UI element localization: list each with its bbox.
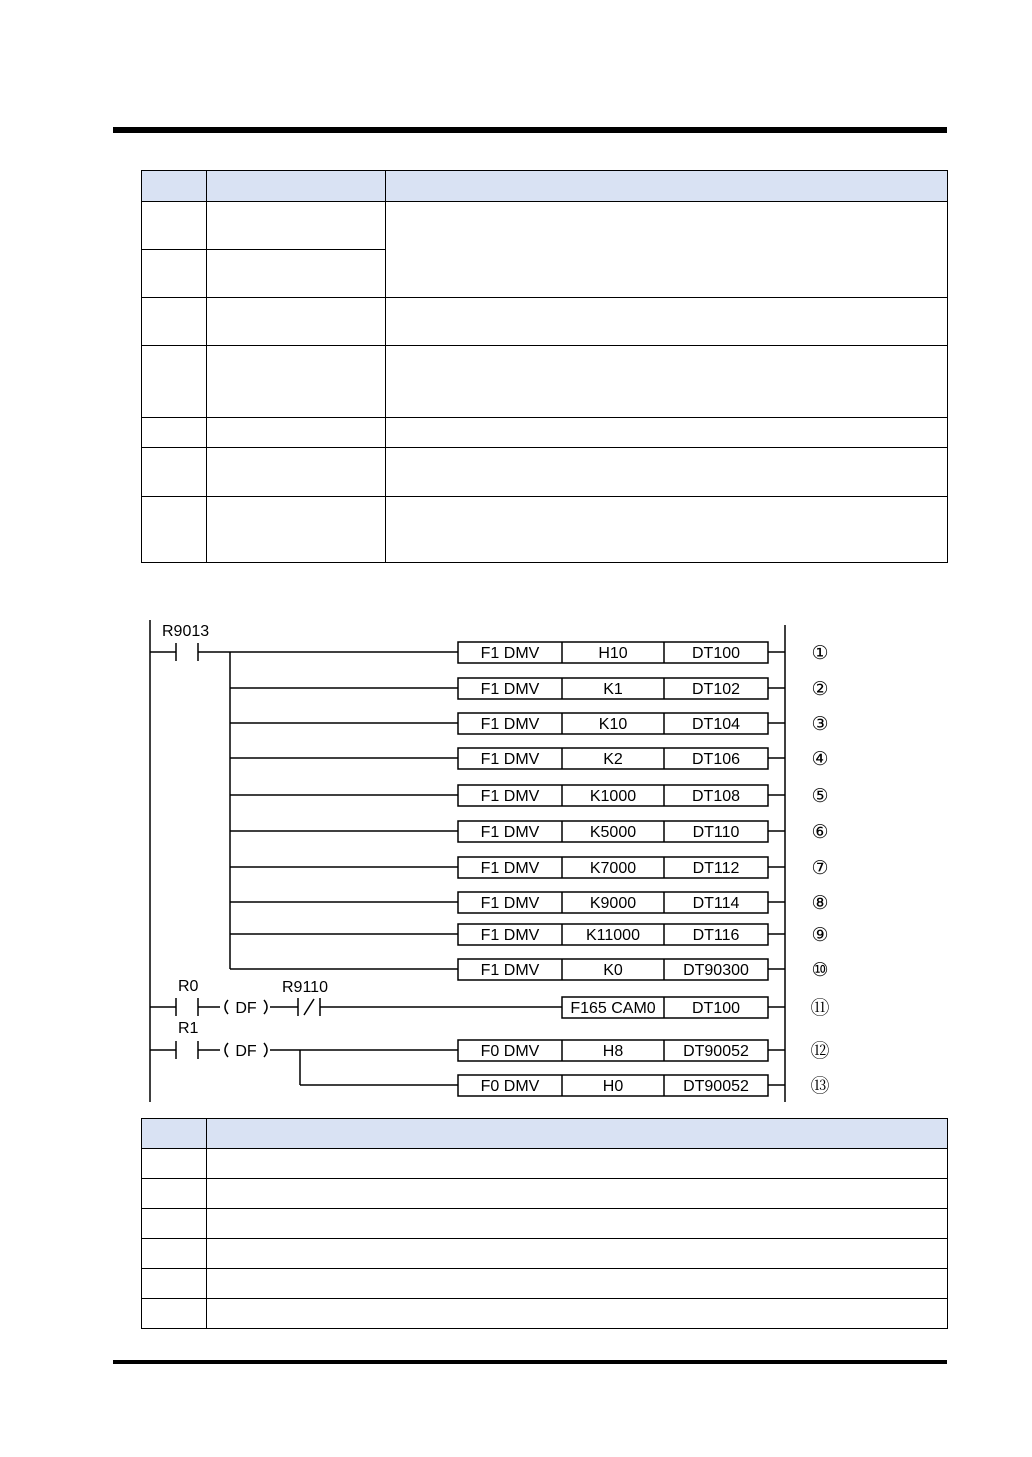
dst-operand: DT110	[692, 824, 740, 841]
instr-label: F0 DMV	[480, 1043, 540, 1060]
table-cell	[142, 1239, 207, 1269]
dst-operand: DT102	[691, 681, 741, 698]
table-cell	[142, 1269, 207, 1299]
src-operand: K7000	[589, 860, 637, 877]
rung-marker: ⑥	[811, 822, 829, 843]
instr-label: F1 DMV	[480, 681, 540, 698]
rung-marker: ⑬	[810, 1076, 830, 1097]
table-cell	[207, 1269, 948, 1299]
instr-label: F1 DMV	[480, 788, 540, 805]
rung-marker: ⑩	[811, 960, 829, 981]
cam-instr-label: F165 CAM0	[570, 1000, 656, 1017]
ladder-diagram	[140, 615, 840, 1110]
rung-marker: ①	[811, 643, 829, 664]
dst-operand: DT106	[691, 751, 741, 768]
dst-operand: DT90300	[683, 962, 749, 979]
cam-dst-operand: DT100	[691, 1000, 741, 1017]
instr-label: F1 DMV	[480, 895, 540, 912]
table-cell	[386, 497, 948, 563]
table-row	[142, 298, 948, 346]
df-instruction	[225, 1043, 458, 1057]
src-operand: K1	[603, 681, 623, 698]
contact-r1	[150, 1041, 220, 1059]
table-row	[142, 448, 948, 497]
rung-marker: ②	[811, 679, 829, 700]
rung-marker: ⑪	[810, 998, 830, 1019]
table-cell	[386, 448, 948, 497]
src-operand: H0	[602, 1078, 624, 1095]
instr-label: F1 DMV	[480, 824, 540, 841]
rung-marker: ⑦	[811, 858, 829, 879]
table-cell	[386, 346, 948, 418]
description-table	[141, 1118, 948, 1329]
src-operand: H10	[598, 645, 628, 662]
contact-r0	[150, 998, 220, 1016]
table-cell	[142, 1179, 207, 1209]
table-row	[142, 1269, 948, 1299]
header-cell	[386, 171, 948, 202]
table-cell	[207, 418, 386, 448]
src-operand: K2	[603, 751, 623, 768]
dst-operand: DT116	[692, 927, 740, 944]
contact-label-r1: R1	[178, 1020, 199, 1037]
table-row	[142, 497, 948, 563]
dst-operand: DT108	[691, 788, 741, 805]
table-cell	[207, 1299, 948, 1329]
header-cell	[142, 171, 207, 202]
table-row	[142, 1209, 948, 1239]
rung-marker: ⑤	[811, 786, 829, 807]
table-cell	[142, 298, 207, 346]
instr-label: F1 DMV	[480, 962, 540, 979]
table-row	[142, 1239, 948, 1269]
header-cell	[207, 1119, 948, 1149]
table-cell	[142, 346, 207, 418]
header-cell	[142, 1119, 207, 1149]
instr-label: F1 DMV	[480, 716, 540, 733]
rung-marker: ③	[811, 714, 829, 735]
table-cell	[142, 1209, 207, 1239]
rung-marker: ⑫	[810, 1041, 830, 1062]
src-operand: K1000	[589, 788, 637, 805]
src-operand: K10	[598, 716, 628, 733]
header-cell	[207, 171, 386, 202]
table-cell	[207, 1149, 948, 1179]
rung-marker: ⑧	[811, 893, 829, 914]
table-cell	[386, 418, 948, 448]
table-cell	[207, 1209, 948, 1239]
contact-r9110-nc	[298, 998, 562, 1016]
table-cell	[207, 298, 386, 346]
src-operand: K5000	[589, 824, 637, 841]
dst-operand: DT112	[692, 860, 740, 877]
table-row	[142, 1149, 948, 1179]
src-operand: K0	[603, 962, 623, 979]
footer-rule	[113, 1360, 947, 1364]
df-label: DF	[235, 1043, 257, 1060]
table-cell	[386, 202, 948, 298]
src-operand: K9000	[589, 895, 637, 912]
dst-operand: DT100	[691, 645, 741, 662]
table-row	[142, 1179, 948, 1209]
table-header-row	[142, 1119, 948, 1149]
parameter-table	[141, 170, 948, 563]
table-row	[142, 418, 948, 448]
contact-label-r0: R0	[178, 978, 199, 995]
df-label: DF	[235, 1000, 257, 1017]
instr-label: F0 DMV	[480, 1078, 540, 1095]
contact-label-r9110: R9110	[282, 979, 328, 996]
instr-label: F1 DMV	[480, 927, 540, 944]
table-cell	[207, 1179, 948, 1209]
rung-marker: ④	[811, 749, 829, 770]
table-row	[142, 202, 948, 250]
dst-operand: DT90052	[683, 1043, 749, 1060]
table-cell	[142, 250, 207, 298]
table-cell	[207, 250, 386, 298]
dst-operand: DT114	[692, 895, 740, 912]
table-cell	[142, 448, 207, 497]
table-header-row	[142, 171, 948, 202]
table-cell	[207, 202, 386, 250]
table-cell	[142, 1299, 207, 1329]
table-cell	[207, 346, 386, 418]
table-cell	[142, 202, 207, 250]
src-operand: K11000	[586, 927, 640, 944]
dst-operand: DT104	[691, 716, 741, 733]
dst-operand: DT90052	[683, 1078, 749, 1095]
table-cell	[142, 1149, 207, 1179]
src-operand: H8	[602, 1043, 624, 1060]
table-row	[142, 346, 948, 418]
table-cell	[142, 418, 207, 448]
table-cell	[207, 1239, 948, 1269]
instr-label: F1 DMV	[480, 751, 540, 768]
table-cell	[207, 448, 386, 497]
header-rule	[113, 127, 947, 133]
table-cell	[386, 298, 948, 346]
instr-label: F1 DMV	[480, 645, 540, 662]
contact-label-r9013: R9013	[162, 623, 210, 640]
table-cell	[142, 497, 207, 563]
instr-label: F1 DMV	[480, 860, 540, 877]
table-row	[142, 1299, 948, 1329]
contact-r9013	[150, 643, 230, 661]
table-cell	[207, 497, 386, 563]
rung-marker: ⑨	[811, 925, 829, 946]
